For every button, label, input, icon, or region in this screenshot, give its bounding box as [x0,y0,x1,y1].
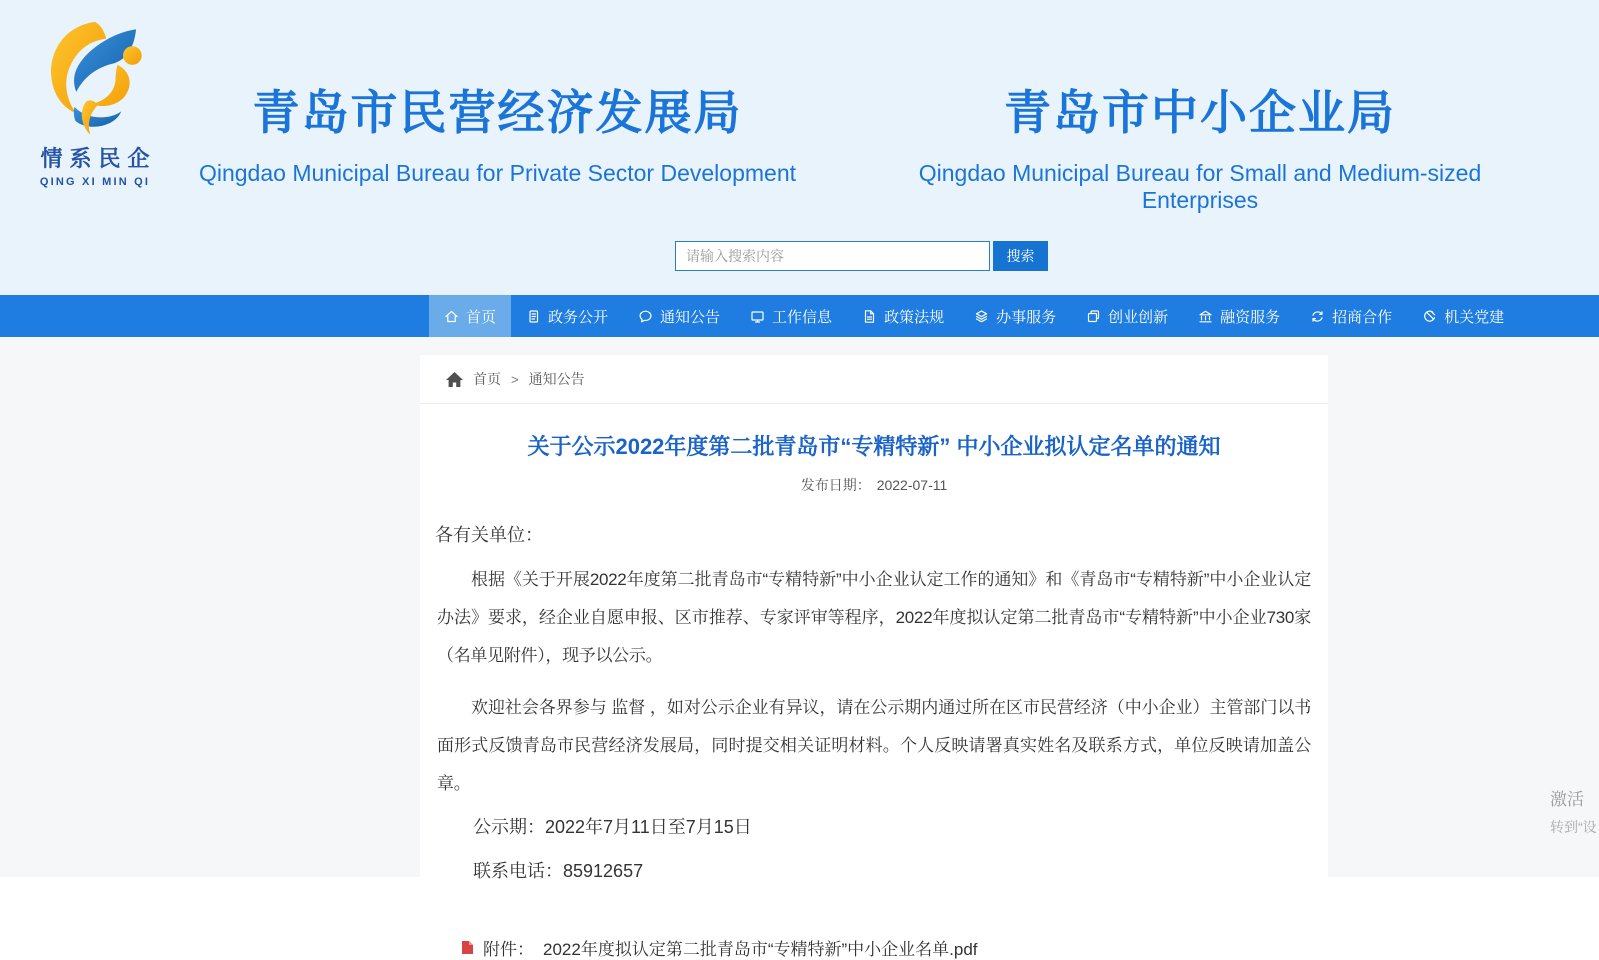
breadcrumb-separator: > [511,371,519,387]
nav-item-services[interactable]: 办事服务 [959,295,1071,337]
publish-date-label: 发布日期： [800,477,871,493]
document-icon [526,309,541,324]
windows-activation-watermark [1550,785,1597,837]
party-emblem-icon [1422,309,1437,324]
nav-item-work-info[interactable]: 工作信息 [735,295,847,337]
logo-slogan-en: QING XI MIN QI [39,176,151,188]
attachment-row [420,935,1328,960]
nav-item-gov-affairs[interactable]: 政务公开 [511,295,623,337]
home-icon [444,309,459,324]
right-org-title [875,76,1525,214]
breadcrumb-current[interactable]: 通知公告 [528,371,585,387]
left-org-name-cn: 青岛市民营经济发展局 [252,86,743,139]
site-logo [26,18,164,188]
contact-phone-line: 联系电话：85912657 [473,861,644,881]
paragraph-1: 根据《关于开展2022年度第二批青岛市“专精特新”中小企业认定工作的通知》和《青岛市“专精特新”中小企业认定办法》要求，经企业自愿申报、区市推荐、专家评审等程序，2022年度拟认定第二批青岛市“专精特新”中小企业730家（名单见附件），现予以公示。 [437,570,1311,665]
nav-item-cooperation[interactable]: 招商合作 [1295,295,1407,337]
nav-item-home[interactable]: 首页 [429,295,511,337]
copy-icon [1086,309,1101,324]
attachment-label: 附件： [483,940,534,959]
search-input[interactable] [675,241,990,271]
watermark-line-2: 转到“设 [1550,819,1597,835]
left-org-name-en: Qingdao Municipal Bureau for Private Sector Development [198,160,797,186]
nav-items [429,295,1519,337]
logo-slogan-cn: 情系民企 [40,146,157,171]
logo-swirl-icon [26,18,164,141]
announcement-bubble-icon [638,309,653,324]
bank-icon [1198,309,1213,324]
publish-date [420,475,1328,495]
breadcrumb [420,355,1328,404]
policy-file-icon [862,309,877,324]
paragraph-2: 欢迎社会各界参与 监督 ，如对公示企业有异议，请在公示期内通过所在区市民营经济（中小企业）主管部门以书面形式反馈青岛市民营经济发展局，同时提交相关证明材料。个人反映请署真实姓名及联系方式，单位反映请加盖公章。 [437,698,1311,793]
right-org-name-en: Qingdao Municipal Bureau for Small and Medium-sized Enterprises [918,160,1482,213]
publicity-period-line: 公示期：2022年7月11日至7月15日 [473,817,752,837]
watermark-line-1: 激活 [1550,790,1584,809]
search-button[interactable]: 搜索 [993,241,1048,271]
nav-item-party-building[interactable]: 机关党建 [1407,295,1519,337]
article-title: 关于公示2022年度第二批青岛市“专精特新” 中小企业拟认定名单的通知 [527,434,1221,459]
salutation: 各有关单位： [435,525,543,545]
site-header [0,0,1599,295]
nav-item-innovation[interactable]: 创业创新 [1071,295,1183,337]
content-card [420,355,1328,959]
nav-item-notices[interactable]: 通知公告 [623,295,735,337]
pdf-file-icon [461,940,474,955]
left-org-title [185,76,810,187]
breadcrumb-home[interactable]: 首页 [473,371,501,387]
breadcrumb-home-icon [446,372,463,387]
right-org-name-cn: 青岛市中小企业局 [1004,86,1396,139]
main-nav [0,295,1599,337]
cycle-arrows-icon [1310,309,1325,324]
monitor-icon [750,309,765,324]
nav-item-policies[interactable]: 政策法规 [847,295,959,337]
nav-item-financing[interactable]: 融资服务 [1183,295,1295,337]
layers-icon [974,309,989,324]
publish-date-value: 2022-07-11 [876,477,948,493]
attachment-link[interactable]: 2022年度拟认定第二批青岛市“专精特新”中小企业名单.pdf [543,940,978,959]
